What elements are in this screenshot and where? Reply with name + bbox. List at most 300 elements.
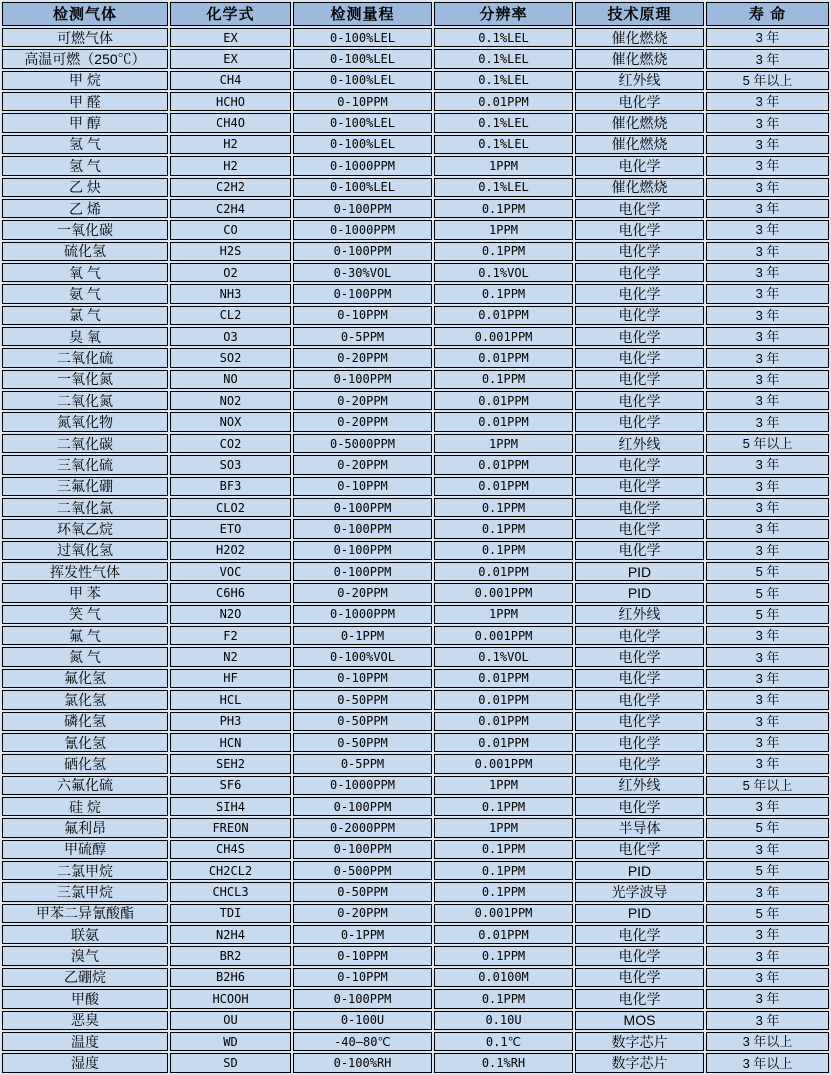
cell-principle: 电化学: [575, 690, 704, 709]
cell-formula: CH2CL2: [170, 861, 291, 880]
cell-formula: C6H6: [170, 583, 291, 602]
cell-resolution: 0.01PPM: [434, 562, 573, 581]
cell-resolution: 0.01PPM: [434, 477, 573, 496]
cell-principle: 电化学: [575, 519, 704, 538]
cell-range: 0-50PPM: [293, 733, 432, 752]
cell-range: 0-100PPM: [293, 541, 432, 560]
cell-gas: 氰化氢: [2, 733, 168, 752]
cell-resolution: 0.1PPM: [434, 840, 573, 859]
cell-principle: 电化学: [575, 733, 704, 752]
cell-life: 3 年: [706, 113, 829, 132]
cell-formula: O3: [170, 327, 291, 346]
table-header: [2, 2, 829, 26]
table-row: [2, 776, 829, 795]
cell-life: 3 年: [706, 946, 829, 965]
cell-principle: 电化学: [575, 263, 704, 282]
cell-range: 0-10PPM: [293, 306, 432, 325]
cell-resolution: 0.001PPM: [434, 327, 573, 346]
cell-formula: N2H4: [170, 925, 291, 944]
cell-range: 0-10PPM: [293, 968, 432, 987]
cell-resolution: 0.01PPM: [434, 455, 573, 474]
cell-resolution: 0.001PPM: [434, 583, 573, 602]
cell-resolution: 0.1%LEL: [434, 28, 573, 47]
cell-principle: 电化学: [575, 284, 704, 303]
cell-range: 0-10PPM: [293, 92, 432, 111]
cell-principle: 电化学: [575, 306, 704, 325]
cell-resolution: 0.1%VOL: [434, 647, 573, 666]
cell-formula: VOC: [170, 562, 291, 581]
cell-gas: 环氧乙烷: [2, 519, 168, 538]
cell-life: 3 年: [706, 925, 829, 944]
cell-resolution: 1PPM: [434, 434, 573, 453]
cell-gas: 甲酸: [2, 989, 168, 1008]
cell-principle: 电化学: [575, 626, 704, 645]
cell-principle: 电化学: [575, 348, 704, 367]
cell-formula: C2H2: [170, 178, 291, 197]
cell-gas: 一氧化氮: [2, 370, 168, 389]
table-row: [2, 989, 829, 1008]
cell-gas: 甲 醇: [2, 113, 168, 132]
cell-gas: 乙硼烷: [2, 968, 168, 987]
cell-life: 3 年: [706, 477, 829, 496]
cell-resolution: 0.01PPM: [434, 391, 573, 410]
table-row: [2, 135, 829, 154]
cell-formula: SIH4: [170, 797, 291, 816]
cell-gas: 二氧化氯: [2, 498, 168, 517]
cell-resolution: 0.01PPM: [434, 92, 573, 111]
cell-resolution: 0.1PPM: [434, 797, 573, 816]
cell-principle: PID: [575, 583, 704, 602]
cell-formula: CH4O: [170, 113, 291, 132]
cell-principle: 电化学: [575, 669, 704, 688]
cell-principle: 电化学: [575, 455, 704, 474]
cell-gas: 温度: [2, 1032, 168, 1051]
cell-principle: MOS: [575, 1011, 704, 1030]
cell-formula: HCL: [170, 690, 291, 709]
cell-life: 5 年: [706, 904, 829, 923]
table-row: [2, 968, 829, 987]
cell-life: 3 年: [706, 626, 829, 645]
cell-resolution: 0.01PPM: [434, 412, 573, 431]
cell-gas: 氢 气: [2, 156, 168, 175]
table-row: [2, 263, 829, 282]
cell-range: 0-5PPM: [293, 327, 432, 346]
cell-principle: 半导体: [575, 818, 704, 837]
cell-range: 0-100%LEL: [293, 71, 432, 90]
cell-principle: 电化学: [575, 242, 704, 261]
cell-principle: 电化学: [575, 477, 704, 496]
cell-range: 0-100PPM: [293, 797, 432, 816]
cell-life: 5 年以上: [706, 776, 829, 795]
cell-gas: 氟利昂: [2, 818, 168, 837]
cell-range: 0-100%LEL: [293, 135, 432, 154]
cell-resolution: 0.1PPM: [434, 882, 573, 901]
cell-formula: PH3: [170, 712, 291, 731]
table-row: [2, 669, 829, 688]
table-row: [2, 712, 829, 731]
cell-gas: 硅 烷: [2, 797, 168, 816]
cell-range: 0-500PPM: [293, 861, 432, 880]
cell-resolution: 0.001PPM: [434, 626, 573, 645]
cell-principle: 电化学: [575, 156, 704, 175]
cell-resolution: 0.1%LEL: [434, 178, 573, 197]
cell-life: 3 年: [706, 263, 829, 282]
cell-formula: FREON: [170, 818, 291, 837]
cell-life: 3 年: [706, 49, 829, 68]
cell-resolution: 0.01PPM: [434, 669, 573, 688]
cell-principle: 电化学: [575, 968, 704, 987]
table-row: [2, 327, 829, 346]
cell-resolution: 0.1%LEL: [434, 49, 573, 68]
cell-principle: PID: [575, 904, 704, 923]
cell-principle: 电化学: [575, 498, 704, 517]
column-header-formula: 化学式: [170, 2, 291, 26]
table-row: [2, 455, 829, 474]
cell-formula: NO: [170, 370, 291, 389]
table-row: [2, 284, 829, 303]
cell-resolution: 0.1PPM: [434, 946, 573, 965]
cell-principle: 电化学: [575, 840, 704, 859]
cell-life: 3 年: [706, 306, 829, 325]
cell-range: 0-100PPM: [293, 519, 432, 538]
cell-resolution: 1PPM: [434, 776, 573, 795]
table-body: [2, 28, 829, 1073]
cell-principle: 电化学: [575, 391, 704, 410]
table-row: [2, 797, 829, 816]
cell-formula: NH3: [170, 284, 291, 303]
cell-life: 3 年: [706, 178, 829, 197]
cell-principle: 红外线: [575, 434, 704, 453]
cell-formula: O2: [170, 263, 291, 282]
cell-gas: 甲 醛: [2, 92, 168, 111]
cell-formula: C2H4: [170, 199, 291, 218]
cell-resolution: 1PPM: [434, 220, 573, 239]
cell-range: 0-1PPM: [293, 925, 432, 944]
cell-resolution: 0.1PPM: [434, 284, 573, 303]
cell-resolution: 1PPM: [434, 818, 573, 837]
table-row: [2, 1011, 829, 1030]
cell-gas: 氨 气: [2, 284, 168, 303]
cell-gas: 三氯甲烷: [2, 882, 168, 901]
cell-formula: CL2: [170, 306, 291, 325]
cell-principle: 电化学: [575, 412, 704, 431]
column-header-life: 寿 命: [706, 2, 829, 26]
cell-resolution: 0.1PPM: [434, 861, 573, 880]
cell-range: 0-100PPM: [293, 989, 432, 1008]
cell-principle: 电化学: [575, 327, 704, 346]
cell-life: 3 年: [706, 28, 829, 47]
cell-principle: 电化学: [575, 199, 704, 218]
table-row: [2, 647, 829, 666]
cell-gas: 氟化氢: [2, 669, 168, 688]
cell-life: 3 年: [706, 541, 829, 560]
table-row: [2, 541, 829, 560]
cell-formula: H2: [170, 135, 291, 154]
table-row: [2, 840, 829, 859]
cell-life: 3 年: [706, 882, 829, 901]
cell-principle: 数字芯片: [575, 1032, 704, 1051]
cell-formula: NOX: [170, 412, 291, 431]
cell-principle: 电化学: [575, 712, 704, 731]
cell-life: 3 年: [706, 455, 829, 474]
cell-life: 3 年: [706, 1011, 829, 1030]
table-row: [2, 1032, 829, 1051]
cell-principle: 催化燃烧: [575, 135, 704, 154]
cell-resolution: 0.1PPM: [434, 989, 573, 1008]
cell-resolution: 1PPM: [434, 156, 573, 175]
cell-formula: WD: [170, 1032, 291, 1051]
cell-range: 0-100U: [293, 1011, 432, 1030]
cell-life: 3 年: [706, 370, 829, 389]
cell-principle: 电化学: [575, 370, 704, 389]
cell-range: 0-20PPM: [293, 455, 432, 474]
cell-range: 0-20PPM: [293, 348, 432, 367]
cell-resolution: 0.1PPM: [434, 242, 573, 261]
cell-range: 0-1000PPM: [293, 220, 432, 239]
cell-gas: 氮氧化物: [2, 412, 168, 431]
cell-gas: 高温可燃（250℃）: [2, 49, 168, 68]
cell-life: 3 年: [706, 712, 829, 731]
cell-resolution: 0.01PPM: [434, 925, 573, 944]
cell-life: 3 年: [706, 242, 829, 261]
table-row: [2, 904, 829, 923]
cell-life: 3 年: [706, 199, 829, 218]
cell-principle: 红外线: [575, 605, 704, 624]
table-row: [2, 861, 829, 880]
cell-range: 0-100%LEL: [293, 28, 432, 47]
cell-formula: SO2: [170, 348, 291, 367]
cell-principle: 电化学: [575, 797, 704, 816]
cell-formula: B2H6: [170, 968, 291, 987]
cell-formula: SEH2: [170, 754, 291, 773]
cell-range: 0-100PPM: [293, 840, 432, 859]
cell-gas: 臭 氧: [2, 327, 168, 346]
cell-formula: ETO: [170, 519, 291, 538]
cell-formula: TDI: [170, 904, 291, 923]
cell-range: 0-30%VOL: [293, 263, 432, 282]
cell-range: 0-100%VOL: [293, 647, 432, 666]
cell-resolution: 0.1PPM: [434, 519, 573, 538]
table-row: [2, 49, 829, 68]
cell-resolution: 0.1%RH: [434, 1053, 573, 1073]
cell-resolution: 0.1%LEL: [434, 135, 573, 154]
cell-formula: F2: [170, 626, 291, 645]
cell-range: 0-100%RH: [293, 1053, 432, 1073]
cell-gas: 氮 气: [2, 647, 168, 666]
table-row: [2, 306, 829, 325]
cell-principle: PID: [575, 562, 704, 581]
cell-gas: 过氧化氢: [2, 541, 168, 560]
cell-range: 0-10PPM: [293, 946, 432, 965]
table-row: [2, 92, 829, 111]
cell-range: 0-1000PPM: [293, 776, 432, 795]
table-row: [2, 477, 829, 496]
column-header-gas: 检测气体: [2, 2, 168, 26]
cell-formula: BF3: [170, 477, 291, 496]
cell-principle: 红外线: [575, 71, 704, 90]
cell-formula: CO2: [170, 434, 291, 453]
cell-gas: 硫化氢: [2, 242, 168, 261]
cell-principle: 催化燃烧: [575, 28, 704, 47]
cell-gas: 溴气: [2, 946, 168, 965]
cell-resolution: 0.1℃: [434, 1032, 573, 1051]
cell-resolution: 0.1%LEL: [434, 71, 573, 90]
cell-gas: 一氧化碳: [2, 220, 168, 239]
table-row: [2, 113, 829, 132]
cell-resolution: 0.01PPM: [434, 306, 573, 325]
table-row: [2, 605, 829, 624]
table-row: [2, 946, 829, 965]
cell-gas: 氟 气: [2, 626, 168, 645]
table-row: [2, 434, 829, 453]
cell-life: 3 年: [706, 348, 829, 367]
table-row: [2, 882, 829, 901]
cell-range: 0-2000PPM: [293, 818, 432, 837]
cell-range: 0-100%LEL: [293, 178, 432, 197]
cell-life: 5 年: [706, 605, 829, 624]
cell-life: 3 年: [706, 92, 829, 111]
cell-resolution: 0.0100M: [434, 968, 573, 987]
cell-resolution: 0.01PPM: [434, 348, 573, 367]
table-row: [2, 498, 829, 517]
cell-life: 3 年: [706, 797, 829, 816]
cell-formula: CH4: [170, 71, 291, 90]
cell-gas: 氯化氢: [2, 690, 168, 709]
cell-range: 0-100PPM: [293, 242, 432, 261]
cell-life: 3 年: [706, 412, 829, 431]
column-header-range: 检测量程: [293, 2, 432, 26]
cell-range: 0-100%LEL: [293, 49, 432, 68]
cell-range: 0-100PPM: [293, 370, 432, 389]
table-row: [2, 178, 829, 197]
cell-resolution: 0.001PPM: [434, 904, 573, 923]
cell-formula: HCHO: [170, 92, 291, 111]
table-row: [2, 199, 829, 218]
cell-gas: 磷化氢: [2, 712, 168, 731]
cell-formula: OU: [170, 1011, 291, 1030]
cell-formula: N2: [170, 647, 291, 666]
cell-resolution: 1PPM: [434, 605, 573, 624]
cell-gas: 三氟化硼: [2, 477, 168, 496]
cell-gas: 甲苯二异氰酸酯: [2, 904, 168, 923]
table-row: [2, 391, 829, 410]
cell-formula: EX: [170, 28, 291, 47]
table-row: [2, 690, 829, 709]
cell-formula: SO3: [170, 455, 291, 474]
cell-principle: 电化学: [575, 220, 704, 239]
cell-principle: 电化学: [575, 925, 704, 944]
cell-principle: 红外线: [575, 776, 704, 795]
column-header-resolution: 分辨率: [434, 2, 573, 26]
cell-range: 0-100%LEL: [293, 113, 432, 132]
cell-formula: SF6: [170, 776, 291, 795]
cell-principle: 电化学: [575, 647, 704, 666]
cell-gas: 甲硫醇: [2, 840, 168, 859]
cell-formula: BR2: [170, 946, 291, 965]
cell-principle: 光学波导: [575, 882, 704, 901]
cell-resolution: 0.1PPM: [434, 199, 573, 218]
cell-life: 3 年: [706, 135, 829, 154]
cell-formula: HF: [170, 669, 291, 688]
table-row: [2, 348, 829, 367]
cell-gas: 湿度: [2, 1053, 168, 1073]
cell-gas: 可燃气体: [2, 28, 168, 47]
cell-life: 3 年: [706, 647, 829, 666]
cell-resolution: 0.10U: [434, 1011, 573, 1030]
table-row: [2, 28, 829, 47]
cell-resolution: 0.01PPM: [434, 712, 573, 731]
cell-range: 0-1000PPM: [293, 605, 432, 624]
table-row: [2, 370, 829, 389]
cell-range: 0-10PPM: [293, 477, 432, 496]
cell-gas: 三氧化硫: [2, 455, 168, 474]
cell-resolution: 0.1%VOL: [434, 263, 573, 282]
cell-gas: 二氯甲烷: [2, 861, 168, 880]
cell-range: 0-20PPM: [293, 904, 432, 923]
cell-life: 3 年: [706, 690, 829, 709]
cell-life: 3 年: [706, 669, 829, 688]
table-row: [2, 156, 829, 175]
cell-range: 0-1PPM: [293, 626, 432, 645]
table-row: [2, 519, 829, 538]
cell-resolution: 0.1PPM: [434, 370, 573, 389]
cell-resolution: 0.001PPM: [434, 754, 573, 773]
cell-range: 0-5PPM: [293, 754, 432, 773]
cell-resolution: 0.1PPM: [434, 498, 573, 517]
cell-life: 5 年以上: [706, 434, 829, 453]
cell-range: 0-1000PPM: [293, 156, 432, 175]
cell-gas: 乙 炔: [2, 178, 168, 197]
cell-gas: 笑 气: [2, 605, 168, 624]
cell-gas: 甲 苯: [2, 583, 168, 602]
cell-principle: 数字芯片: [575, 1053, 704, 1073]
cell-life: 3 年: [706, 840, 829, 859]
cell-gas: 二氧化氮: [2, 391, 168, 410]
cell-principle: PID: [575, 861, 704, 880]
cell-formula: N2O: [170, 605, 291, 624]
cell-range: 0-10PPM: [293, 669, 432, 688]
table-row: [2, 733, 829, 752]
table-row: [2, 1053, 829, 1073]
cell-range: 0-5000PPM: [293, 434, 432, 453]
cell-gas: 甲 烷: [2, 71, 168, 90]
cell-resolution: 0.01PPM: [434, 733, 573, 752]
cell-formula: SD: [170, 1053, 291, 1073]
cell-principle: 催化燃烧: [575, 49, 704, 68]
cell-life: 3 年: [706, 498, 829, 517]
table-row: [2, 626, 829, 645]
cell-formula: CHCL3: [170, 882, 291, 901]
cell-resolution: 0.1%LEL: [434, 113, 573, 132]
cell-life: 3 年: [706, 284, 829, 303]
cell-life: 3 年: [706, 391, 829, 410]
cell-resolution: 0.1PPM: [434, 541, 573, 560]
cell-principle: 催化燃烧: [575, 113, 704, 132]
cell-principle: 催化燃烧: [575, 178, 704, 197]
cell-range: 0-100PPM: [293, 284, 432, 303]
cell-gas: 硒化氢: [2, 754, 168, 773]
cell-range: 0-50PPM: [293, 712, 432, 731]
cell-life: 3 年以上: [706, 1053, 829, 1073]
cell-life: 5 年: [706, 583, 829, 602]
cell-principle: 电化学: [575, 754, 704, 773]
table-row: [2, 412, 829, 431]
cell-gas: 二氧化碳: [2, 434, 168, 453]
cell-range: 0-20PPM: [293, 412, 432, 431]
cell-life: 3 年: [706, 968, 829, 987]
cell-life: 3 年: [706, 989, 829, 1008]
cell-life: 3 年: [706, 733, 829, 752]
